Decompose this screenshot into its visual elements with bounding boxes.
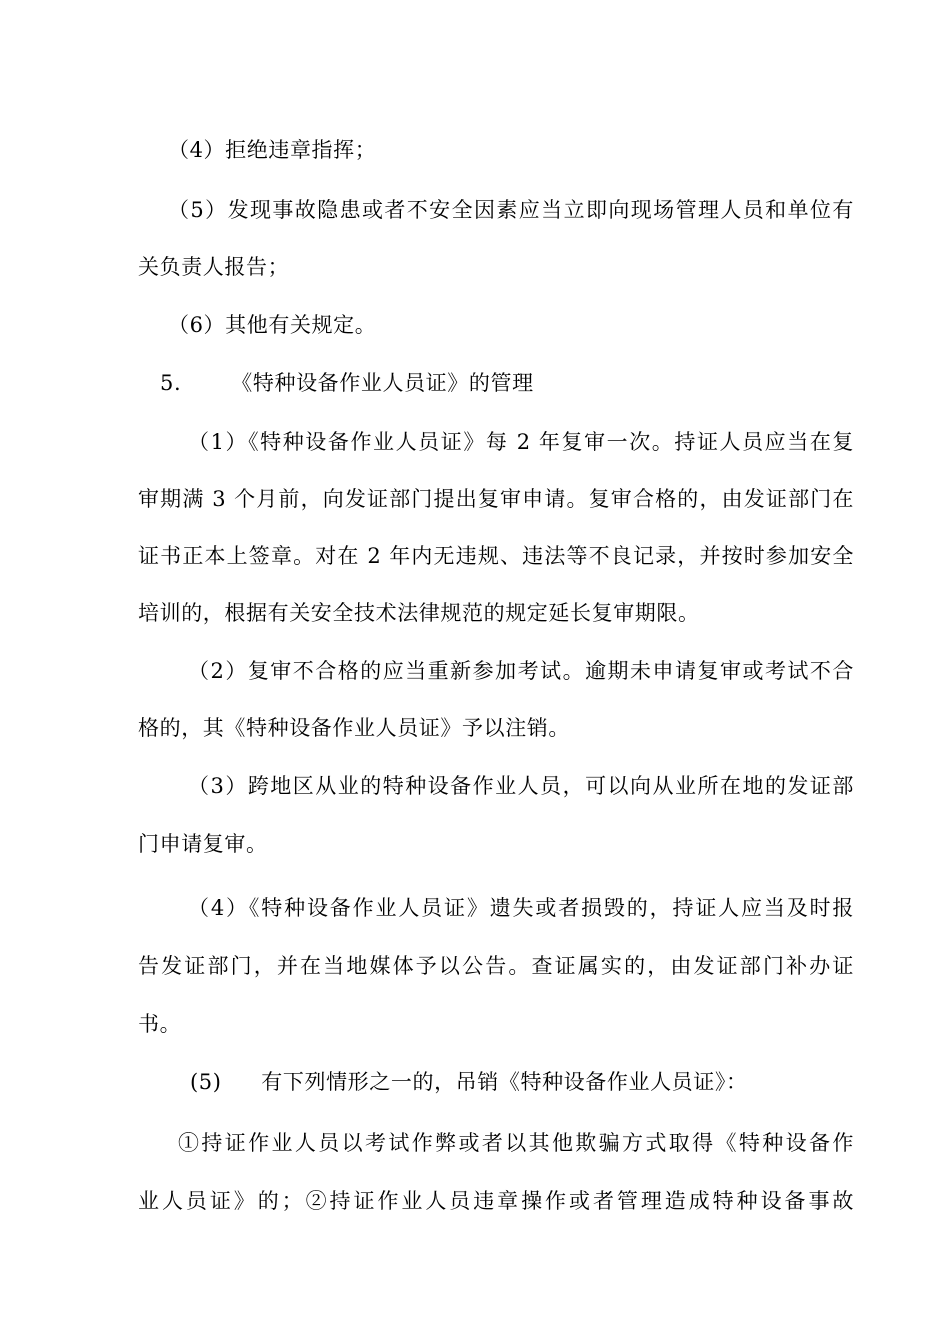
paragraph-text: 证书正本上签章。对在 2 年内无违规、违法等不良记录，并按时参加安全 [138, 544, 854, 568]
list-item-6 [168, 310, 860, 340]
list-item-5-line-2 [138, 252, 860, 282]
paragraph-text: （3）跨地区从业的特种设备作业人员，可以向从业所在地的发证部 [188, 774, 854, 798]
paragraph-3-line-1 [188, 771, 854, 801]
paragraph-1-line-1 [188, 427, 854, 457]
paragraph-text: 有下列情形之一的，吊销《特种设备作业人员证》： [261, 1070, 748, 1094]
section-heading [160, 368, 860, 398]
paragraph-text: 审期满 3 个月前，向发证部门提出复审申请。复审合格的，由发证部门在 [138, 487, 854, 511]
paragraph-text: 格的，其《特种设备作业人员证》予以注销。 [138, 716, 570, 740]
section-title: 《特种设备作业人员证》的管理 [231, 371, 534, 395]
paragraph-3-line-2 [138, 829, 860, 859]
section-number: 5. [160, 371, 182, 395]
paragraph-4-line-3 [138, 1009, 860, 1039]
paragraph-5-heading [190, 1067, 860, 1097]
paragraph-text: 告发证部门，并在当地媒体予以公告。查证属实的，由发证部门补办证 [138, 954, 854, 978]
paragraph-text: 门申请复审。 [138, 832, 268, 856]
paragraph-5-line-1 [178, 1128, 854, 1158]
paragraph-2-line-1 [188, 656, 854, 686]
item-number: (5) [190, 1070, 222, 1094]
paragraph-text: 业人员证》的；②持证作业人员违章操作或者管理造成特种设备事故 [138, 1189, 854, 1213]
paragraph-4-line-1 [188, 893, 854, 923]
paragraph-text: 关负责人报告； [138, 255, 290, 279]
paragraph-1-line-3 [138, 541, 854, 571]
paragraph-text: （4）《特种设备作业人员证》遗失或者损毁的，持证人应当及时报 [188, 896, 854, 920]
paragraph-text: （2）复审不合格的应当重新参加考试。逾期未申请复审或考试不合 [188, 659, 854, 683]
paragraph-text: （5）发现事故隐患或者不安全因素应当立即向现场管理人员和单位有 [168, 198, 854, 222]
list-item-4 [168, 135, 860, 165]
paragraph-text: 书。 [138, 1012, 182, 1036]
list-item-5-line-1 [168, 195, 854, 225]
paragraph-4-line-2 [138, 951, 854, 981]
paragraph-text: （6）其他有关规定。 [168, 313, 377, 337]
paragraph-text: 培训的，根据有关安全技术法律规范的规定延长复审期限。 [138, 601, 700, 625]
paragraph-text: （4）拒绝违章指挥； [168, 138, 377, 162]
paragraph-1-line-2 [138, 484, 854, 514]
paragraph-5-line-2 [138, 1186, 854, 1216]
paragraph-1-line-4 [138, 598, 860, 628]
paragraph-text: ①持证作业人员以考试作弊或者以其他欺骗方式取得《特种设备作 [178, 1131, 854, 1155]
paragraph-text: （1）《特种设备作业人员证》每 2 年复审一次。持证人员应当在复 [188, 430, 854, 454]
paragraph-2-line-2 [138, 713, 860, 743]
